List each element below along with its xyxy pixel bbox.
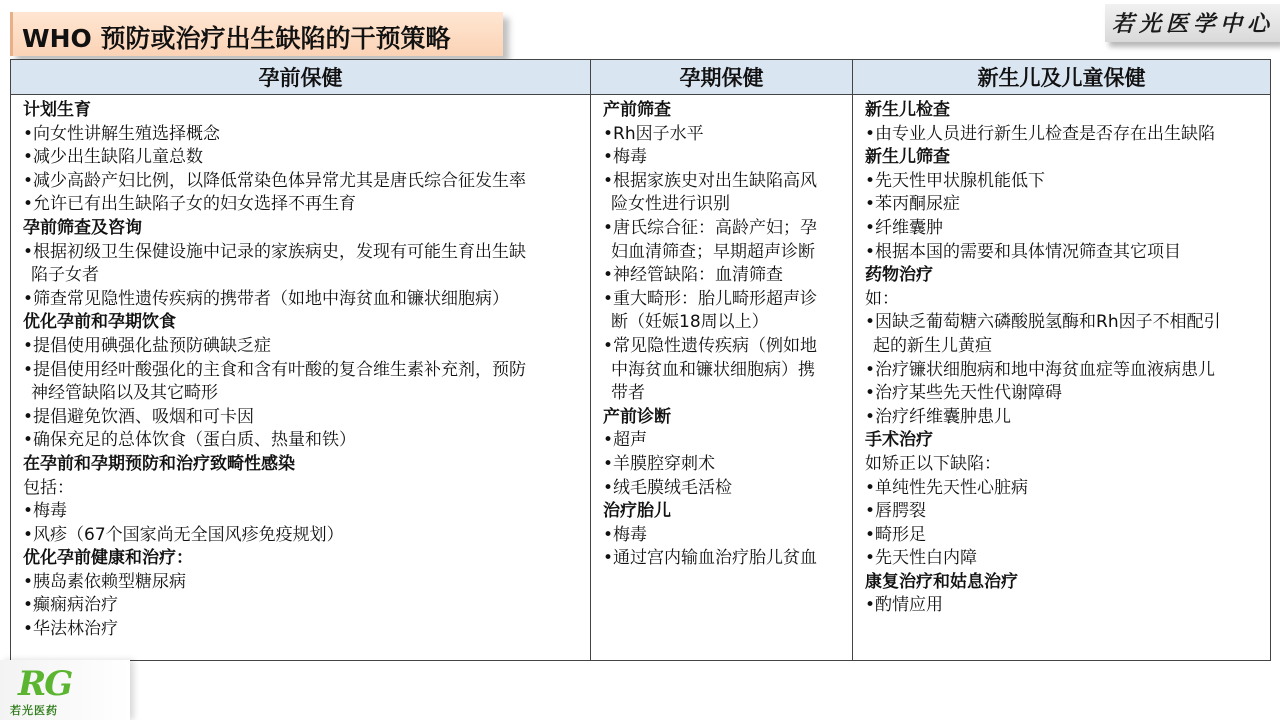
list-item: •减少出生缺陷儿童总数 (23, 147, 204, 168)
list-item: •风疹（67个国家尚无全国风疹免疫规划） (23, 524, 344, 545)
list-item: •根据家族史对出生缺陷高风 (603, 170, 818, 191)
list-item: •超声 (603, 430, 648, 451)
section-heading: 产前诊断 (603, 406, 671, 427)
list-item: •提倡使用经叶酸强化的主食和含有叶酸的复合维生素补充剂，预防 (23, 359, 527, 380)
list-item: •通过宫内输血治疗胎儿贫血 (603, 548, 818, 569)
list-item: •减少高龄产妇比例，以降低常染色体异常尤其是唐氏综合征发生率 (23, 170, 527, 191)
list-item: •单纯性先天性心脏病 (865, 477, 1029, 498)
newborn-list (865, 99, 1264, 618)
list-item: 神经管缺陷以及其它畸形 (31, 383, 218, 404)
list-item: •由专业人员进行新生儿检查是否存在出生缺陷 (865, 123, 1216, 144)
list-item: •苯丙酮尿症 (865, 194, 961, 215)
list-item: 陷子女者 (31, 265, 99, 286)
list-item: 如： (865, 288, 899, 309)
list-item: •酌情应用 (865, 595, 944, 616)
list-item: •梅毒 (603, 147, 648, 168)
section-heading: 康复治疗和姑息治疗 (865, 571, 1018, 592)
brand-name: 若光医学中心 (1112, 11, 1275, 37)
list-item: 断（妊娠18周以上） (611, 312, 769, 333)
list-item: •神经管缺陷：血清筛查 (603, 265, 784, 286)
section-heading: 优化孕前和孕期饮食 (23, 312, 176, 333)
list-item: •胰岛素依赖型糖尿病 (23, 571, 187, 592)
company-logo-icon: RG (18, 664, 72, 704)
section-heading: 新生儿筛查 (865, 147, 950, 168)
section-heading: 药物治疗 (865, 265, 933, 286)
column-heading-pregnancy: 孕期保健 (591, 60, 853, 95)
list-item: •先天性白内障 (865, 548, 978, 569)
list-item: •癫痫病治疗 (23, 595, 119, 616)
list-item: •常见隐性遗传疾病（例如地 (603, 335, 818, 356)
list-item: •治疗某些先天性代谢障碍 (865, 383, 1063, 404)
section-heading: 优化孕前健康和治疗： (23, 548, 193, 569)
preconception-list (23, 99, 584, 642)
list-item: •华法林治疗 (23, 619, 119, 640)
list-item: •唐氏综合征：高龄产妇；孕 (603, 217, 818, 238)
list-item: •提倡使用碘强化盐预防碘缺乏症 (23, 335, 272, 356)
strategy-table (10, 59, 1271, 661)
list-item: •根据本国的需要和具体情况筛查其它项目 (865, 241, 1182, 262)
preconception-cell (11, 95, 591, 661)
list-item: 包括： (23, 477, 74, 498)
section-heading: 计划生育 (23, 100, 91, 120)
list-item: •畸形足 (865, 524, 927, 545)
column-heading-preconception: 孕前保健 (11, 60, 591, 95)
column-heading-newborn: 新生儿及儿童保健 (853, 60, 1271, 95)
list-item: •唇腭裂 (865, 501, 927, 522)
list-item: •先天性甲状腺机能低下 (865, 170, 1046, 191)
list-item: 如矫正以下缺陷： (865, 453, 1001, 474)
section-heading: 新生儿检查 (865, 100, 950, 120)
section-heading: 在孕前和孕期预防和治疗致畸性感染 (23, 453, 295, 474)
company-logo-text: 若光医药 (10, 704, 58, 717)
list-item: •重大畸形：胎儿畸形超声诊 (603, 288, 818, 309)
page-title: WHO 预防或治疗出生缺陷的干预策略 (22, 24, 451, 53)
list-item: •治疗纤维囊肿患儿 (865, 406, 1012, 427)
list-item: •梅毒 (23, 501, 68, 522)
section-heading: 产前筛查 (603, 100, 671, 120)
table-header-row (11, 60, 1271, 95)
section-heading: 手术治疗 (865, 430, 933, 451)
list-item: •治疗镰状细胞病和地中海贫血症等血液病患儿 (865, 359, 1216, 380)
list-item: •梅毒 (603, 524, 648, 545)
list-item: 妇血清筛查；早期超声诊断 (611, 241, 815, 262)
section-heading: 治疗胎儿 (603, 501, 671, 522)
list-item: •允许已有出生缺陷子女的妇女选择不再生育 (23, 194, 357, 215)
list-item: •确保充足的总体饮食（蛋白质、热量和铁） (23, 430, 357, 451)
table-body-row (11, 95, 1271, 661)
newborn-cell (853, 95, 1271, 661)
list-item: 中海贫血和镰状细胞病）携 (611, 359, 815, 380)
list-item: •向女性讲解生殖选择概念 (23, 123, 221, 144)
list-item: •因缺乏葡萄糖六磷酸脱氢酶和Rh因子不相配引 (865, 312, 1221, 333)
list-item: 起的新生儿黄疸 (873, 335, 992, 356)
list-item: •Rh因子水平 (603, 123, 704, 144)
section-heading: 孕前筛查及咨询 (23, 217, 142, 238)
pregnancy-list (603, 99, 846, 571)
list-item: •根据初级卫生保健设施中记录的家族病史，发现有可能生育出生缺 (23, 241, 527, 262)
list-item: 险女性进行识别 (611, 194, 730, 215)
list-item: •纤维囊肿 (865, 217, 944, 238)
list-item: •筛查常见隐性遗传疾病的携带者（如地中海贫血和镰状细胞病） (23, 288, 510, 309)
list-item: •提倡避免饮酒、吸烟和可卡因 (23, 406, 255, 427)
list-item: •羊膜腔穿刺术 (603, 453, 716, 474)
list-item: •绒毛膜绒毛活检 (603, 477, 733, 498)
list-item: 带者 (611, 383, 645, 404)
pregnancy-cell (591, 95, 853, 661)
